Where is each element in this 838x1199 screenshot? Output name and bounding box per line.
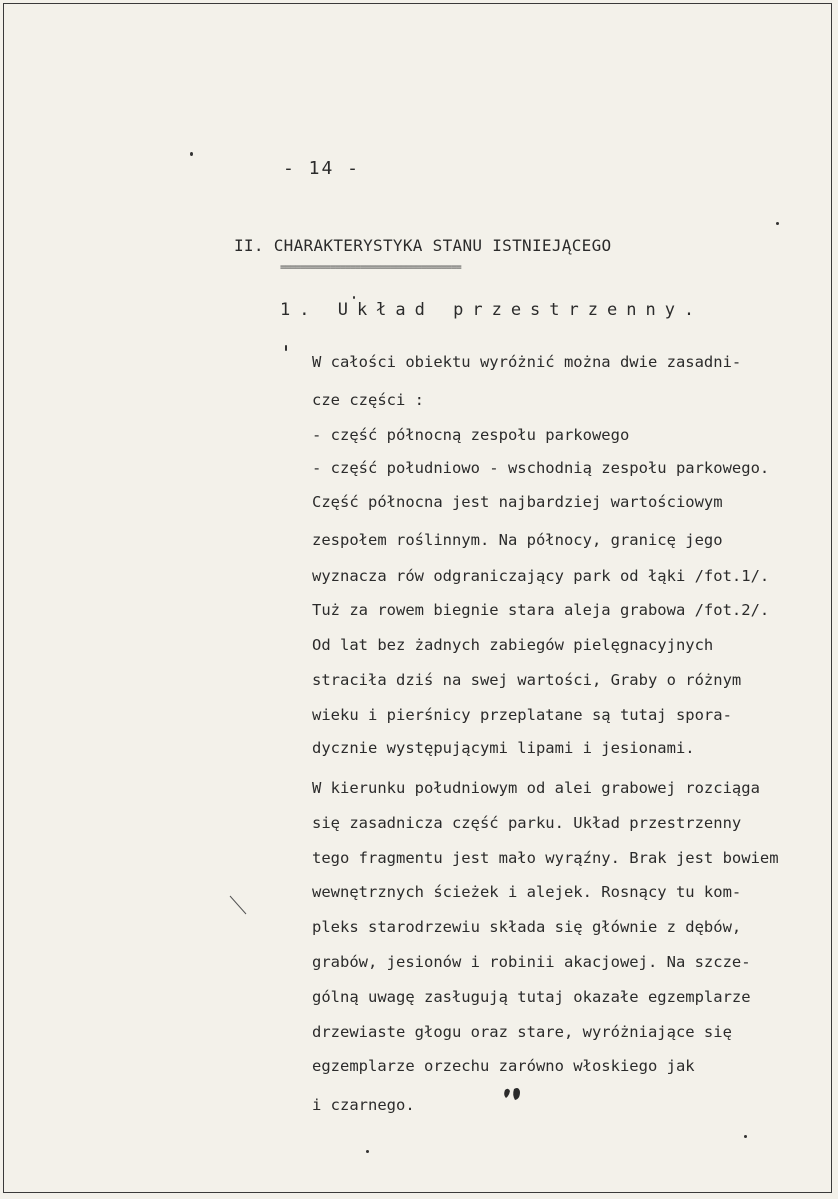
body-line: Od lat bez żadnych zabiegów pielęgnacyjnych <box>312 636 714 654</box>
body-line: W kierunku południowym od alei grabowej rozciąga <box>312 779 760 797</box>
scan-speck <box>353 296 355 299</box>
page-border <box>3 3 832 1193</box>
scan-speck <box>285 345 287 351</box>
page-number: - 14 - <box>283 158 361 179</box>
body-line: cze części : <box>312 391 424 409</box>
scan-speck <box>190 152 193 156</box>
scan-speck <box>744 1135 747 1138</box>
body-line: pleks starodrzewiu składa się głównie z dębów, <box>312 918 742 936</box>
body-line: drzewiaste głogu oraz stare, wyróżniające się <box>312 1023 732 1041</box>
body-line: - część północną zespołu parkowego <box>312 426 630 444</box>
scan-speck <box>776 222 779 225</box>
pencil-stroke-mark <box>228 894 248 916</box>
ink-blot-mark <box>502 1086 524 1104</box>
body-line: zespołem roślinnym. Na północy, granicę jego <box>312 531 723 549</box>
heading-underline: ==================================== <box>280 262 461 273</box>
body-line: egzemplarze orzechu zarówno włoskiego jak <box>312 1057 695 1075</box>
chapter-heading: II. CHARAKTERYSTYKA STANU ISTNIEJĄCEGO <box>234 236 612 255</box>
body-line: Tuż za rowem biegnie stara aleja grabowa /fot.2/. <box>312 601 770 619</box>
section-title: 1. Układ przestrzenny. <box>280 300 704 320</box>
body-line: straciła dziś na swej wartości, Graby o różnym <box>312 671 742 689</box>
body-line: wewnętrznych ścieżek i alejek. Rosnący tu kom- <box>312 883 742 901</box>
body-line: Część północna jest najbardziej wartościowym <box>312 493 723 511</box>
body-line: wyznacza rów odgraniczający park od łąki /fot.1/. <box>312 567 770 585</box>
body-line: gólną uwagę zasługują tutaj okazałe egzemplarze <box>312 988 751 1006</box>
scan-speck <box>366 1150 369 1153</box>
body-line: tego fragmentu jest mało wyrąźny. Brak jest bowiem <box>312 849 779 867</box>
body-line: wieku i pierśnicy przeplatane są tutaj spora- <box>312 706 732 724</box>
body-line: dycznie występującymi lipami i jesionami. <box>312 739 695 757</box>
body-line: W całości obiektu wyróżnić można dwie zasadni- <box>312 353 742 371</box>
body-line: się zasadnicza część parku. Układ przestrzenny <box>312 814 742 832</box>
body-line: grabów, jesionów i robinii akacjowej. Na szcze- <box>312 953 751 971</box>
body-line: i czarnego. <box>312 1096 415 1114</box>
body-line: - część południowo - wschodnią zespołu parkowego. <box>312 459 770 477</box>
